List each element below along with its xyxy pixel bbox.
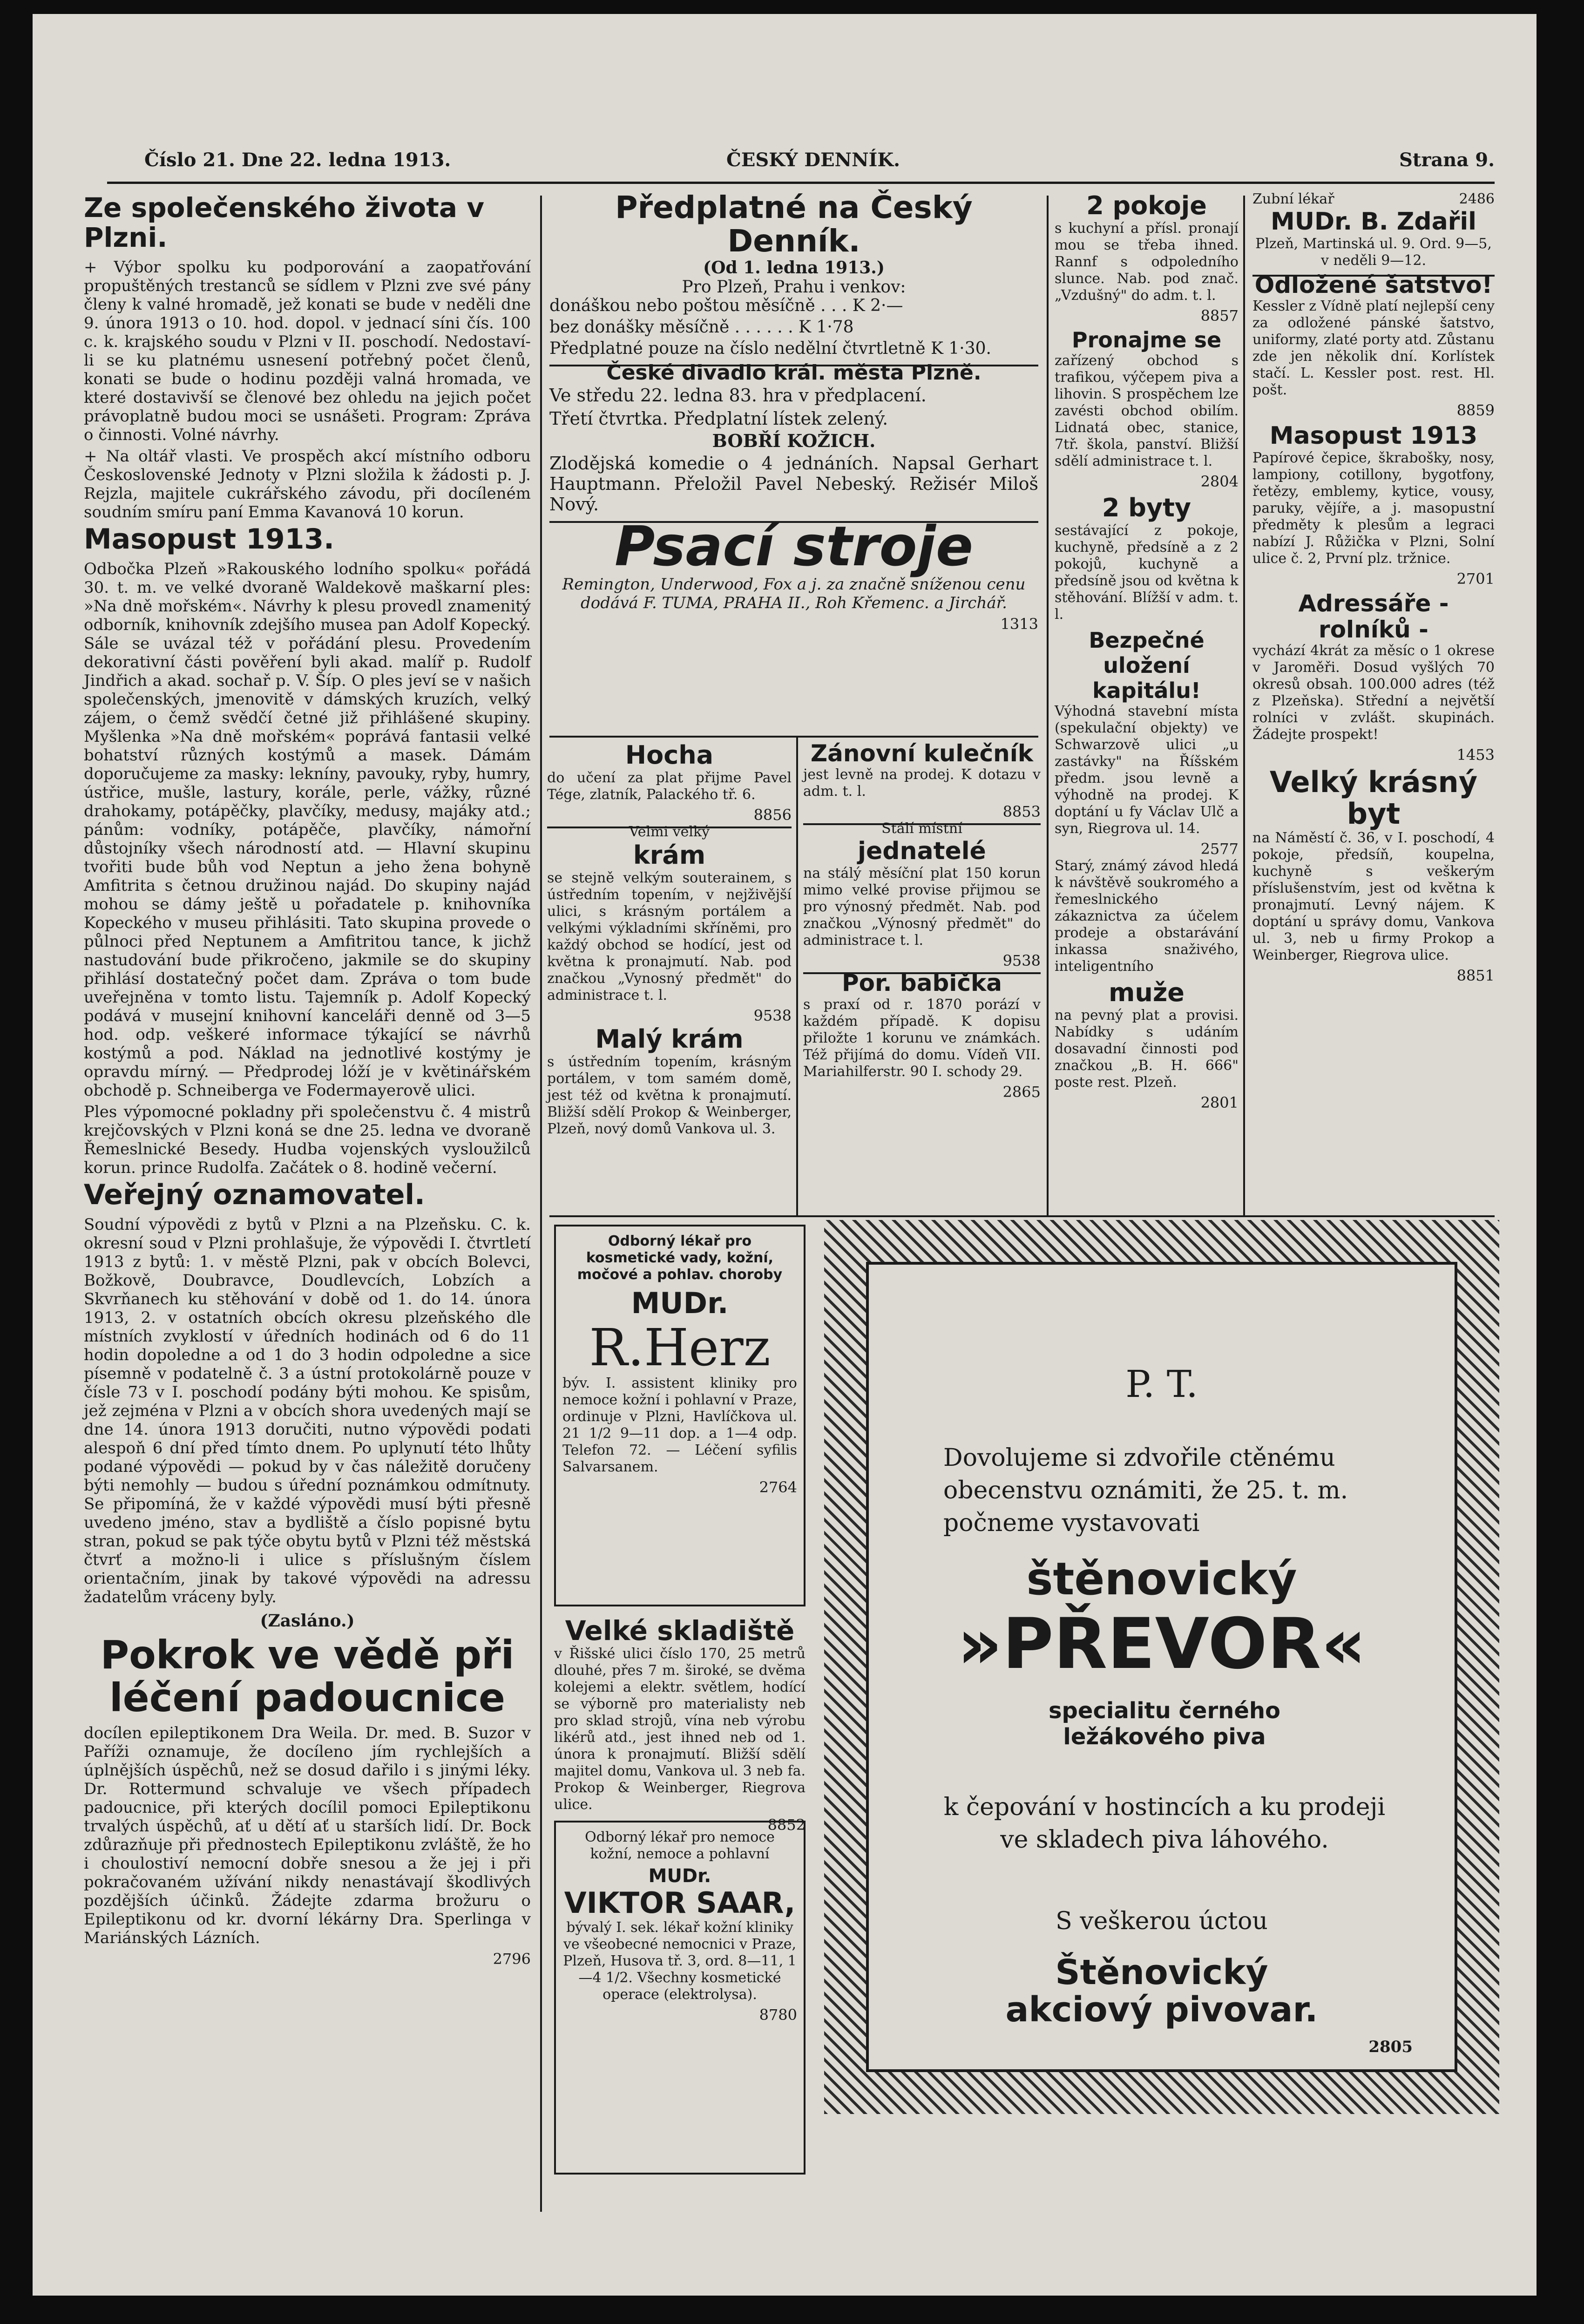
warehouse-ad-text: v Řišské ulici číslo 170, 25 metrů dlouhé, přes 7 m. široké, se dvěma kolejemi a elektr. světlem, hodící se výborně pro materialisty neb pro sklad strojů, vína neb výrobu likérů atd., jest ihned neb od 1. února k pronajmutí. Bližší sdělí majitel domu, Vankova ul. 3 neb fa. Prokop & Weinberger, Riegrova ulice.	[554, 1646, 806, 1813]
column-2-top	[549, 191, 1038, 736]
separator	[547, 827, 792, 828]
clothing-ad-number: 8859	[1456, 401, 1495, 419]
saar-ad-details: bývalý I. sek. lékař kožní kliniky ve všeobecné nemocnici v Praze, Plzeň, Husova tř. 3, ord. 8—11, 1—4 1/2. Všechny kosmetické operace (elektrolysa).	[563, 1919, 797, 2003]
prevor-ad	[866, 1262, 1457, 2072]
billiard-ad-number: 8853	[1002, 803, 1041, 820]
lease-ad-title: Pronajme se	[1071, 327, 1222, 352]
directories-ad-text: vychází 4krát za měsíc o 1 okrese v Jaroměři. Dosud vyšlých 70 okresů obsah. 100.000 adres (též z Plzeňska). Střední a největší rolníci v zvlášt. skupinách. Žádejte prospekt!	[1252, 643, 1495, 743]
typewriters-number: 1313	[1000, 615, 1038, 633]
prevor-ad-intro: Dovolujeme si zdvořile ctěnému obecenstvu oznámiti, že 25. t. m. počneme vystavovati	[943, 1444, 1348, 1537]
dentist-ad-text: Plzeň, Martinská ul. 9. Ord. 9—5, v neděli 9—12.	[1255, 236, 1492, 269]
rooms-ad-number: 8857	[1200, 307, 1239, 325]
separator	[549, 736, 1038, 738]
subscription-line-4: Předplatné pouze na číslo nedělní čtvrtletně K 1·30.	[549, 339, 991, 358]
lease-ad-text: zařízený obchod s trafikou, výčepem piva a lihovin. S prospěchem lze zavésti obchod obilím. Lidnatá obec, stanice, 7tř. škola, panství. Bližší sdělí administrace t. l.	[1055, 352, 1239, 469]
herz-ad-mudr: MUDr.	[631, 1286, 729, 1320]
apprentice-ad-number: 8856	[753, 806, 792, 824]
header-date: Číslo 21. Dne 22. ledna 1913.	[144, 149, 451, 171]
warehouse-ad-title: Velké skladiště	[565, 1615, 795, 1646]
submitted-label: (Zasláno.)	[260, 1611, 355, 1631]
carnival-article-2: Ples výpomocné pokladny při společenstvu č. 4 mistrů krejčovských v Plzni koná se dne 25. ledna ve dvoraně Řemeslnické Besedy. Hudba vojenských vysloužilců korun. prince Rudolfa. Začátek o 8. hodině večerní.	[84, 1103, 531, 1177]
carnival-section-title: Masopust 1913.	[84, 523, 334, 556]
apprentice-ad-title: Hocha	[625, 740, 714, 770]
warehouse-ad-number: 8852	[767, 1816, 806, 1834]
subscription-line-2: donáškou nebo poštou měsíčně . . . K 2·—	[549, 296, 903, 315]
carnival-ad-title: Masopust 1913	[1269, 422, 1478, 450]
prevor-ad-signature-1: Štěnovický	[1055, 1952, 1268, 1992]
agents-ad-pretitle: Stálí místní	[881, 820, 962, 837]
saar-ad-mudr: MUDr.	[648, 1865, 711, 1887]
society-section-title: Ze společenského života v Plzni.	[84, 192, 485, 253]
capital-ad-number: 2577	[1200, 840, 1239, 858]
dentist-ad-pretitle	[1252, 191, 1495, 208]
directories-ad-number: 1453	[1456, 746, 1495, 764]
prevor-ad-brand-1: štěnovický	[1026, 1553, 1297, 1605]
separator	[549, 1215, 1495, 1217]
midwife-ad-title: Por. babička	[841, 969, 1002, 996]
saar-ad-number: 8780	[759, 2006, 797, 2024]
apprentice-ad-text: do učení za plat přijme Pavel Tége, zlatník, Palackého tř. 6.	[547, 770, 792, 803]
man-ad-title: muže	[1109, 978, 1185, 1007]
herz-ad-details: býv. I. assistent kliniky pro nemoce kožní i pohlavní v Praze, ordinuje v Plzni, Havlíčkova ul. 21 1/2 9—11 dop. a 1—4 odp. Telefon 72. — Léčení syfilis Salvarsanem.	[562, 1375, 797, 1475]
flat-ad-title: Velký krásný byt	[1269, 765, 1478, 831]
carnival-ad-number: 2701	[1456, 570, 1495, 588]
clothing-ad-text: Kessler z Vídně platí nejlepší ceny za odložené pánské šatstvo, uniformy, zlaté porty atd. Zůstanu zde jen několik dní. Korlístek stačí. L. Kessler post. rest. Hl. pošt.	[1252, 298, 1495, 398]
shop-ad-pretitle: Velmi velký	[629, 824, 710, 840]
newspaper-page	[33, 14, 1537, 2296]
herz-ad-name: R.Herz	[589, 1318, 771, 1377]
separator	[803, 823, 1041, 825]
separator	[549, 521, 1038, 523]
prevor-ad-regards: S veškerou úctou	[1056, 1907, 1268, 1935]
saar-ad-intro: Odborný lékař pro nemoce kožní, nemoce a pohlavní	[585, 1829, 775, 1862]
saar-ad-name: VIKTOR SAAR,	[564, 1886, 796, 1920]
subscription-subtitle: (Od 1. ledna 1913.)	[703, 258, 885, 278]
typewriters-title: Psací stroje	[615, 514, 973, 578]
column-divider-1	[540, 196, 542, 2212]
directories-ad-title: Adressáře - rolníků -	[1298, 590, 1449, 643]
clothing-ad-title: Odložené šatstvo!	[1254, 271, 1493, 298]
header-rule	[107, 182, 1495, 184]
page-header	[107, 149, 1495, 177]
epilepsy-ad-number: 2796	[493, 1950, 531, 1968]
billiard-ad-title: Zánovní kulečník	[810, 740, 1034, 767]
typewriters-text: Remington, Underwood, Fox a j. za značně sníženou cenu dodává F. TUMA, PRAHA II., Roh Křemenc. a Jirchář.	[562, 575, 1026, 612]
agents-ad-title: jednatelé	[858, 837, 986, 865]
column-2-right	[803, 740, 1041, 1211]
small-shop-ad-title: Malý krám	[595, 1024, 744, 1054]
flat-ad-text: na Náměstí č. 36, v I. poschodí, 4 pokoje, předsíň, koupelna, kuchyně s veškerým příslušenstvím, jest od května k pronajmutí. Levný nájem. K doptání u správy domu, Vankova ul. 3, neb u firmy Prokop a Weinberger, Riegrova ulice.	[1252, 830, 1495, 963]
prevor-ad-brand-2: »PŘEVOR«	[957, 1604, 1367, 1685]
header-page-number: Strana 9.	[1399, 149, 1495, 171]
prevor-ad-greeting: P. T.	[1125, 1362, 1198, 1406]
saar-ad	[554, 1821, 806, 2175]
epilepsy-ad-title: Pokrok ve vědě při léčení padoucnice	[100, 1632, 514, 1721]
subscription-line-1: Pro Plzeň, Prahu i venkov:	[682, 278, 906, 297]
column-1	[84, 191, 531, 2216]
herz-ad-number: 2764	[759, 1478, 797, 1496]
separator	[803, 972, 1041, 974]
theatre-line-1: Ve středu 22. ledna 83. hra v předplacení.	[549, 385, 927, 406]
carnival-article-1: Odbočka Plzeň »Rakouského lodního spolku« pořádá 30. t. m. ve velké dvoraně Waldekově maškarní ples: »Na dně mořském«. Návrhy k plesu provedl znamenitý odborník, knihovník zdejšího musea pan Adolf Kopecký. Sále se uvázal též v pořádání plesu. Provedením dekorativní části pověření byli akad. malíř p. Rudolf Jindřich a akad. sochař p. V. Šíp. O ples jeví se v našich společenských, jmenovitě v dámských kruzích, velký zájem, o čemž svědčí četné již přihlášené skupiny. Myšlenka »Na dně mořském« poprává fantasii velké bohatství různých kostýmů a masek. Dámám doporučujeme za masky: lekníny, pavouky, ryby, humry, ústřice, mušle, lastury, korále, perle, vážky, různé drahokamy, potápěčky, plavčíky, medusy, majáky atd.; pánům: vodníky, potápěče, plavčíky, námořní důstojníky všech národností atd. — Hlavní skupinu tvořiti bude bůh vod Neptun a jeho žena bohyně Amfitrita s četnou družinou najád. Do skupiny najád mohou se dámy ještě u pořadatele p. knihovníka Kopeckého v museu přihlásiti. Tato skupina provede o půlnoci před Neptunem a Amfitritou tance, k jichž nastudování bude přikročeno, jakmile se do skupiny přihlásí dostatečný počet dam. Zpráva o tom bude uveřejněna v tomto listu. Tajemník p. Adolf Kopecký podává v musejní knihovní kanceláři denně od 3—5 hod. odp. veškeré informace týkající se návrhů kostýmů a pod. Náklad na jednotlivé kostýmy je opravdu mírný. — Předprodej lóží je v květinářském obchodě p. Schneiberga ve Fodermayerově ulici.	[84, 560, 531, 1100]
prevor-ad-number: 2805	[1368, 2038, 1413, 2056]
column-3	[1055, 191, 1239, 1215]
herz-ad	[554, 1225, 806, 1606]
shop-ad-number: 9538	[753, 1007, 792, 1024]
prevor-ad-text: k čepování v hostincích a ku prodeji ve skladech piva láhového.	[943, 1793, 1386, 1854]
announcer-article: Soudní výpovědi z bytů v Plzni a na Plzeňsku. C. k. okresní soud v Plzni prohlašuje, že výpovědi I. čtvrtletí 1913 z bytů: 1. v městě Plzni, pak v obcích Bolevci, Božkově, Doubravce, Doudlevcích, Lobzích a Skvrňanech ku stěhování v době od 1. do 14. února 1913, 2. v ostatních obcích okresu plzeňského dle místních zvyklostí v úředních hodinách od 6 do 11 hodin dopoledne a od 1 do 3 hodin odpoledne a sice písemně v podatelně č. 3 a ústní protokolárně pouze v čísle 73 v I. poschodí podány býti mohou. Ke spisům, jež zejména v Plzni a v obcích shora uvedených mají se dne 14. února 1913 doručiti, nutno výpovědi podati alespoň 6 dní před tímto dnem. Po uplynutí této lhůty podané výpovědi — pokud by v čas náležitě doručeny býti nemohly — budou s úřední poznámkou odmítnuty. Se připomíná, že v každé výpovědi musí býti přesně uvedeno jméno, stav a bydliště a číslo popisné bytu stran, pokud se pak týče obytu bytů v Plzni též městská čtvrť a možno-li i ulice s příslušným číslem orientačním, jinak by takové výpovědi na adressu žadatelům vráceny byly.	[84, 1215, 531, 1606]
dentist-ad-top-number: 2486	[1459, 191, 1495, 207]
separator	[549, 365, 1038, 366]
man-ad-text-2: na pevný plat a provisi. Nabídky s udáním dosavadní činnosti pod značkou „B. H. 666" poste rest. Plzeň.	[1055, 1007, 1239, 1091]
subscription-line-3: bez donášky měsíčně . . . . . . K 1·78	[549, 318, 854, 337]
midwife-ad-text: s praxí od r. 1870 porází v každém případě. K dopisu přiložte 1 korunu ve známkách. Též přijímá do domu. Vídeň VII. Mariahilferstr. 90 I. schody 29.	[803, 996, 1041, 1080]
capital-ad-text: Výhodná stavební místa (spekulační objekty) ve Schwarzově ulici „u zastávky" na Říšském předm. jsou levně a výhodně na prodej. K doptání u fy Václav Ulč a syn, Riegrova ul. 14.	[1055, 703, 1239, 837]
separator	[1252, 275, 1495, 277]
agents-ad-number: 9538	[1002, 952, 1041, 969]
rooms-ad-text: s kuchyní a přísl. pronají mou se třeba ihned. Rannf s odpoledního slunce. Nab. pod znač. „Vzdušný" do adm. t. l.	[1055, 220, 1239, 304]
society-article-2: + Na oltář vlasti. Ve prospěch akcí místního odboru Československé Jednoty v Plzni složila k žádosti p. J. Rejzla, majitele cukrářského závodu, při docíleném soudním smíru paní Emma Kavanová 10 korun.	[84, 447, 531, 522]
epilepsy-ad-text: docílen epileptikonem Dra Weila. Dr. med. B. Suzor v Paříži oznamuje, že docíleno jím rychlejších a úplnějších úspěchů, než se dosud dařilo i s jinými léky. Dr. Rottermund schvaluje ve všech případech padoucnice, při kterých docílil pomoci Epileptikonu trvalých úspěchů, ať u dětí ať u starších lidí. Dr. Bock zdůrazňuje při přednostech Epileptikonu zvláště, že ho i choulostiví nemocní dobře snesou a že jej i při pokračovaném užívání nikdy nenastávají škodlivých pozdějších účinků. Žádejte zdarma brožuru o Epileptikonu od kr. dvorní lékárny Dra. Sperlinga v Mariánských Lázních.	[84, 1724, 531, 1947]
carnival-ad-text: Papírové čepice, škrabošky, nosy, lampiony, cotillony, bygotfony, řetězy, emblemy, kytice, vousy, paruky, vějíře, a j. masopustní předměty k plesům a legraci nabízí J. Růžička v Plzni, Solní ulice č. 2, První plz. tržnice.	[1252, 450, 1495, 567]
column-divider-2	[1047, 196, 1049, 1215]
theatre-line-2: Třetí čtvrtka. Předplatní lístek zelený.	[549, 408, 888, 429]
agents-ad-text: na stálý měsíční plat 150 korun mimo velké provise přijmou se pro výnosný předmět. Nab. pod značkou „Výnosný předmět" do administrace t. l.	[803, 865, 1041, 949]
theatre-play-description: Zlodějská komedie o 4 jednáních. Napsal Gerhart Hauptmann. Přeložil Pavel Nebeský. Režisér Miloš Nový.	[549, 453, 1038, 515]
column-4	[1252, 191, 1495, 1215]
warehouse-ad	[554, 1615, 806, 1834]
rooms-ad-title: 2 pokoje	[1086, 191, 1207, 220]
herz-ad-intro: Odborný lékař pro kosmetické vady, kožní, močové a pohlav. choroby	[577, 1233, 783, 1283]
header-title: ČESKÝ DENNÍK.	[726, 149, 900, 171]
man-ad-number: 2801	[1200, 1094, 1239, 1111]
announcer-section-title: Veřejný oznamovatel.	[84, 1179, 425, 1211]
flat-ad-number: 8851	[1456, 967, 1495, 984]
theatre-play-title: BOBŘÍ KOŽICH.	[712, 430, 876, 451]
shop-ad-title: krám	[633, 840, 706, 870]
subscription-title: Předplatné na Český Denník.	[615, 190, 973, 259]
shop-ad-text: se stejně velkým souterainem, s ústředním topením, v nejživější ulici, s krásným portálem a velkými výkladními skříněmi, pro každý obchod se hodící, jest od května k pronajmutí. Nab. pod značkou „Vynosný předmět" do administrace t. l.	[547, 870, 792, 1003]
column-divider-3	[1243, 196, 1245, 1215]
society-article-1: + Výbor spolku ku podporování a zaopatřování propuštěných trestanců se sídlem v Plzni zve své pány členy k valné hromadě, jež konati se bude v neděli dne 9. února 1913 o 10. hod. dopol. v jednací síni čís. 100 c. k. krajského soudu v Plzni v II. poschodí. Nedostaví-li se ku platnému usnesení potřebný počet členů, konati se bude o hodinu později valná hromada, ve které dostavivší se členové bez ohledu na jejich počet právoplatně budou moci se usnášeti. Program: Zpráva o činnosti. Volné návrhy.	[84, 258, 531, 444]
flats-ad-title: 2 byty	[1102, 493, 1191, 522]
flats-ad-text: sestávající z pokoje, kuchyně, předsíně a z 2 pokojů, kuchyně a předsíně jsou od května k stěhování. Blížší v adm. t. l.	[1055, 522, 1239, 623]
billiard-ad-text: jest levně na prodej. K dotazu v adm. t. l.	[803, 766, 1041, 800]
prevor-ad-signature-2: akciový pivovar.	[1005, 1990, 1318, 2030]
prevor-ad-speciality: specialitu černého ležákového piva	[1048, 1698, 1281, 1750]
man-ad-text-1: Starý, známý závod hledá k návštěvě soukromého a řemeslnického zákaznictva za účelem prodeje a obstarávání inkassa snaživého, inteligentního	[1055, 858, 1239, 975]
dentist-ad-pretitle-text: Zubní lékař	[1252, 191, 1334, 207]
lease-ad-number: 2804	[1200, 473, 1239, 490]
small-shop-ad-text: s ústředním topením, krásným portálem, v tom samém domě, jest též od května k pronajmutí. Bližší sdělí Prokop & Weinberger, Plzeň, nový domů Vankova ul. 3.	[547, 1054, 792, 1137]
capital-ad-title: Bezpečné uložení kapitálu!	[1089, 628, 1205, 703]
column-2-left	[547, 740, 792, 1211]
theatre-title: České divadlo král. města Plzně.	[606, 361, 982, 385]
dentist-ad-title: MUDr. B. Zdařil	[1270, 208, 1477, 236]
column-divider-2b	[796, 736, 798, 1215]
midwife-ad-number: 2865	[1002, 1083, 1041, 1101]
